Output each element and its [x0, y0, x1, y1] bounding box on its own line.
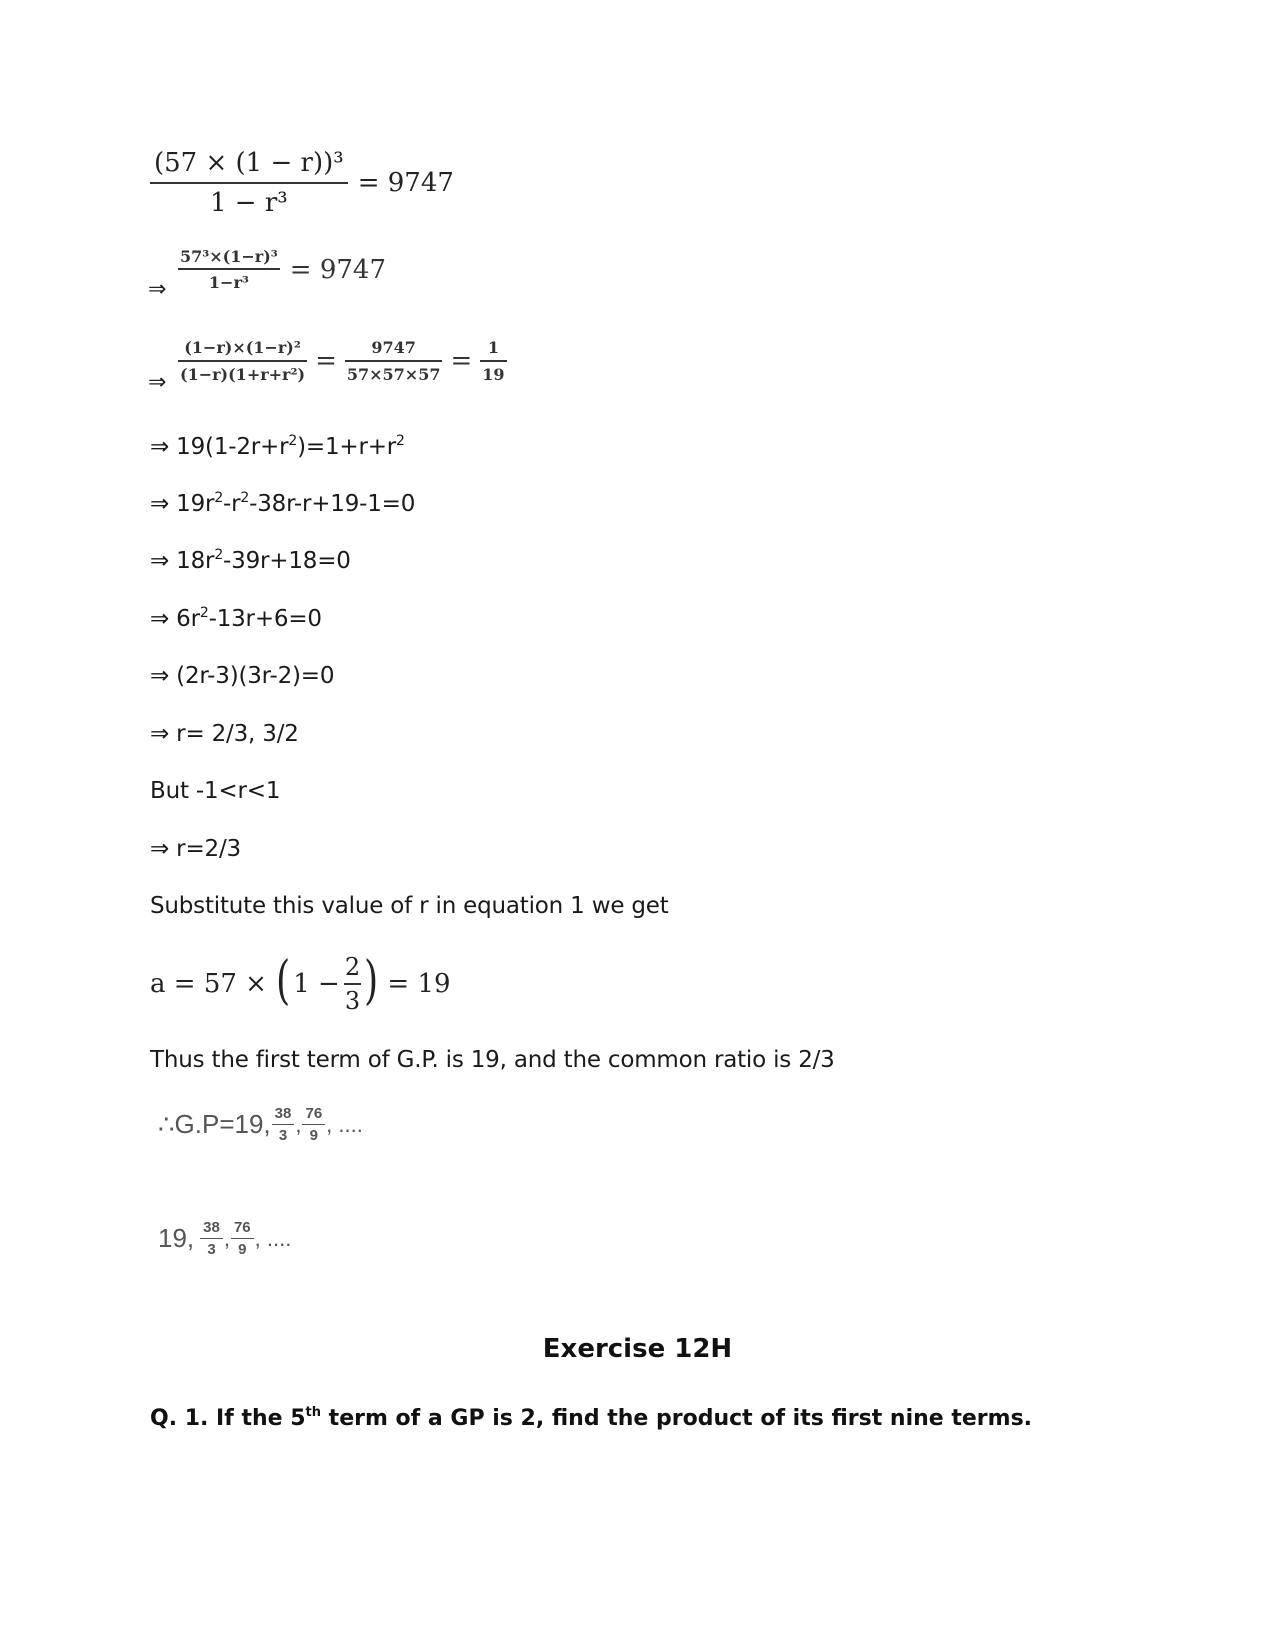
exercise-heading: Exercise 12H — [542, 1334, 733, 1364]
step-text: ⇒ 18r — [150, 548, 215, 574]
exponent: 2 — [288, 433, 298, 449]
fraction — [302, 1105, 325, 1144]
fraction — [178, 247, 280, 292]
step-line: Thus the first term of G.P. is 19, and the common ratio is 2/3 — [150, 1047, 835, 1073]
denominator: 9 — [238, 1241, 247, 1258]
step-text: -13r+6=0 — [208, 606, 322, 632]
ellipsis: , .... — [254, 1225, 292, 1251]
fraction — [345, 338, 443, 384]
lhs: a = 57 × — [150, 969, 267, 999]
denominator: 1 − r³ — [209, 188, 288, 218]
exponent: 2 — [199, 605, 209, 621]
equation-1 — [150, 148, 454, 218]
numerator: 38 — [203, 1219, 220, 1236]
step-line: ⇒ r=2/3 — [150, 836, 241, 862]
numerator: 1 — [487, 338, 499, 357]
denominator: 3 — [207, 1241, 216, 1258]
step-text: ⇒ 19(1-2r+r — [150, 434, 289, 460]
exponent: 2 — [240, 490, 250, 506]
fraction — [480, 338, 506, 384]
comma: , — [223, 1225, 230, 1251]
implies-symbol: ⇒ — [148, 370, 167, 395]
gp-series-2 — [158, 1219, 291, 1258]
step-text: -39r+18=0 — [223, 548, 351, 574]
right-parenthesis: ) — [364, 951, 379, 1011]
step-text: -38r-r+19-1=0 — [249, 491, 416, 517]
question-text: Q. 1. If the 5 — [150, 1406, 306, 1431]
gp-prefix: ∴G.P=19, — [158, 1109, 271, 1139]
step-line — [150, 606, 322, 632]
step-text: ⇒ 6r — [150, 606, 200, 632]
step-text: ⇒ 19r — [150, 491, 215, 517]
denominator: 3 — [344, 987, 361, 1015]
denominator: 9 — [309, 1127, 318, 1144]
superscript: th — [305, 1405, 322, 1420]
exponent: 2 — [214, 490, 224, 506]
fraction — [150, 148, 348, 218]
numerator: 76 — [233, 1219, 251, 1236]
gp-prefix: 19, — [158, 1223, 195, 1253]
implies-symbol: ⇒ — [148, 277, 167, 302]
step-line: Substitute this value of r in equation 1 we get — [150, 893, 669, 919]
denominator: (1−r)(1+r+r²) — [180, 365, 306, 384]
question-text: term of a GP is 2, find the product of its first nine terms. — [321, 1406, 1033, 1431]
equals-sign: = — [315, 346, 337, 376]
numerator: (57 × (1 − r))³ — [154, 148, 344, 178]
numerator: 9747 — [371, 338, 416, 357]
ellipsis: , .... — [326, 1111, 363, 1137]
right-hand-side: = 19 — [387, 969, 451, 999]
equation-4 — [150, 953, 451, 1015]
left-parenthesis: ( — [275, 951, 291, 1011]
step-line: ⇒ (2r-3)(3r-2)=0 — [150, 663, 335, 689]
denominator: 1−r³ — [208, 273, 249, 292]
denominator: 57×57×57 — [346, 365, 441, 384]
step-line — [150, 434, 405, 460]
exponent: 2 — [214, 547, 224, 563]
step-line: But -1<r<1 — [150, 778, 281, 804]
fraction — [344, 953, 361, 1015]
equation-3 — [178, 338, 507, 384]
numerator: 2 — [344, 953, 361, 981]
fraction — [231, 1219, 254, 1258]
question-1 — [150, 1406, 1032, 1431]
step-line: ⇒ r= 2/3, 3/2 — [150, 721, 299, 747]
gp-series-1 — [158, 1105, 363, 1144]
fraction — [178, 338, 307, 384]
denominator: 3 — [278, 1127, 288, 1144]
denominator: 19 — [482, 365, 505, 384]
exponent: 2 — [396, 433, 405, 449]
equation-2 — [178, 247, 386, 292]
equals-sign: = — [450, 346, 473, 376]
numerator: (1−r)×(1−r)² — [184, 338, 301, 357]
numerator: 76 — [305, 1105, 323, 1122]
right-hand-side: = 9747 — [289, 254, 387, 285]
numerator: 38 — [274, 1105, 292, 1122]
step-line — [150, 491, 415, 517]
one-minus: 1 − — [293, 969, 340, 999]
fraction — [200, 1219, 223, 1258]
fraction — [272, 1105, 295, 1144]
step-line — [150, 548, 351, 574]
step-text: )=1+r+r — [297, 434, 397, 460]
numerator: 57³×(1−r)³ — [180, 247, 278, 266]
comma: , — [295, 1111, 302, 1137]
right-hand-side: = 9747 — [357, 168, 454, 198]
step-text: -r — [223, 491, 241, 517]
